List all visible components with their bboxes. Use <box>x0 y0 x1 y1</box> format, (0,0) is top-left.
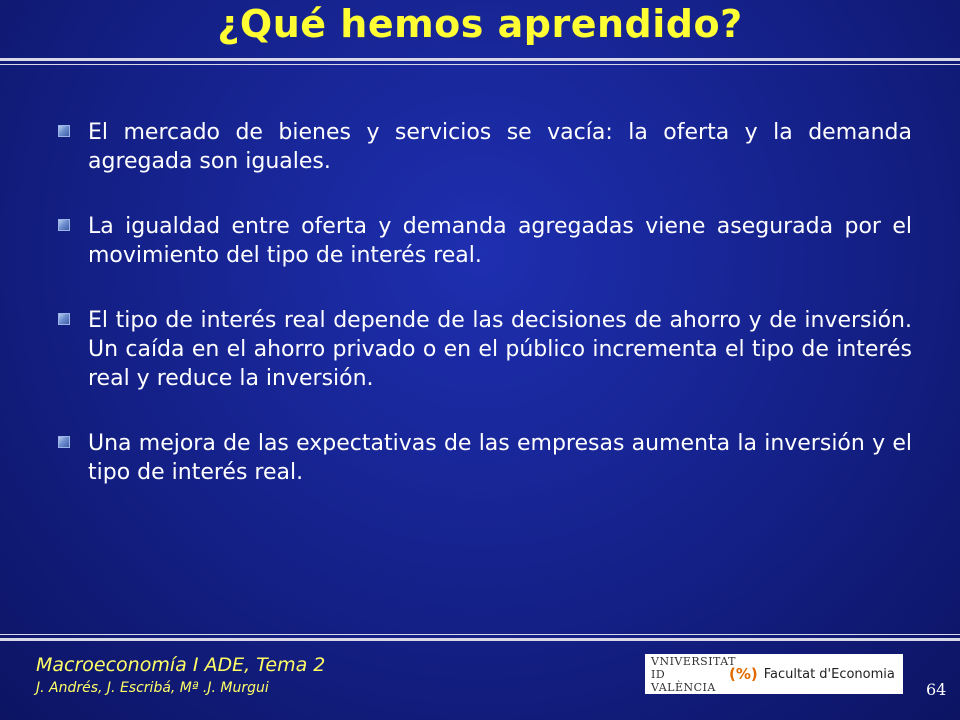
faculty-mark-icon: (%) <box>729 665 758 683</box>
authors: J. Andrés, J. Escribá, Mª .J. Murgui <box>36 680 269 696</box>
square-bullet-icon <box>58 125 70 137</box>
bullet-text: El mercado de bienes y servicios se vacía: la oferta y la demanda agregada son iguales. <box>88 120 912 174</box>
square-bullet-icon <box>58 219 70 231</box>
square-bullet-icon <box>58 313 70 325</box>
course-name: Macroeconomía I ADE, Tema 2 <box>36 654 326 676</box>
footer-divider-thin <box>0 634 960 635</box>
bullet-text: La igualdad entre oferta y demanda agregadas viene asegurada por el movimiento del tipo de interés real. <box>88 214 912 268</box>
title-divider-thin <box>0 64 960 65</box>
page-number: 64 <box>926 680 947 699</box>
faculty-name: Facultat d'Economia <box>763 666 895 682</box>
slide-title: ¿Qué hemos aprendido? <box>217 2 743 46</box>
university-logo <box>645 654 903 694</box>
list-item <box>50 212 912 270</box>
list-item <box>50 429 912 487</box>
bullet-text: El tipo de interés real depende de las decisiones de ahorro y de inversión. Un caída en el ahorro privado o en el público incrementa el tipo de interés real y reduce la inversión. <box>88 308 912 391</box>
university-name-line1: VNIVERSITAT <box>651 654 736 668</box>
university-name <box>651 654 736 694</box>
list-item <box>50 306 912 393</box>
footer-divider <box>0 638 960 641</box>
list-item <box>50 118 912 176</box>
bullet-text: Una mejora de las expectativas de las empresas aumenta la inversión y el tipo de interés real. <box>88 431 912 485</box>
square-bullet-icon <box>58 436 70 448</box>
university-name-line2: ID VALÈNCIA <box>651 667 716 694</box>
title-divider <box>0 58 960 61</box>
bullet-list <box>50 118 912 523</box>
